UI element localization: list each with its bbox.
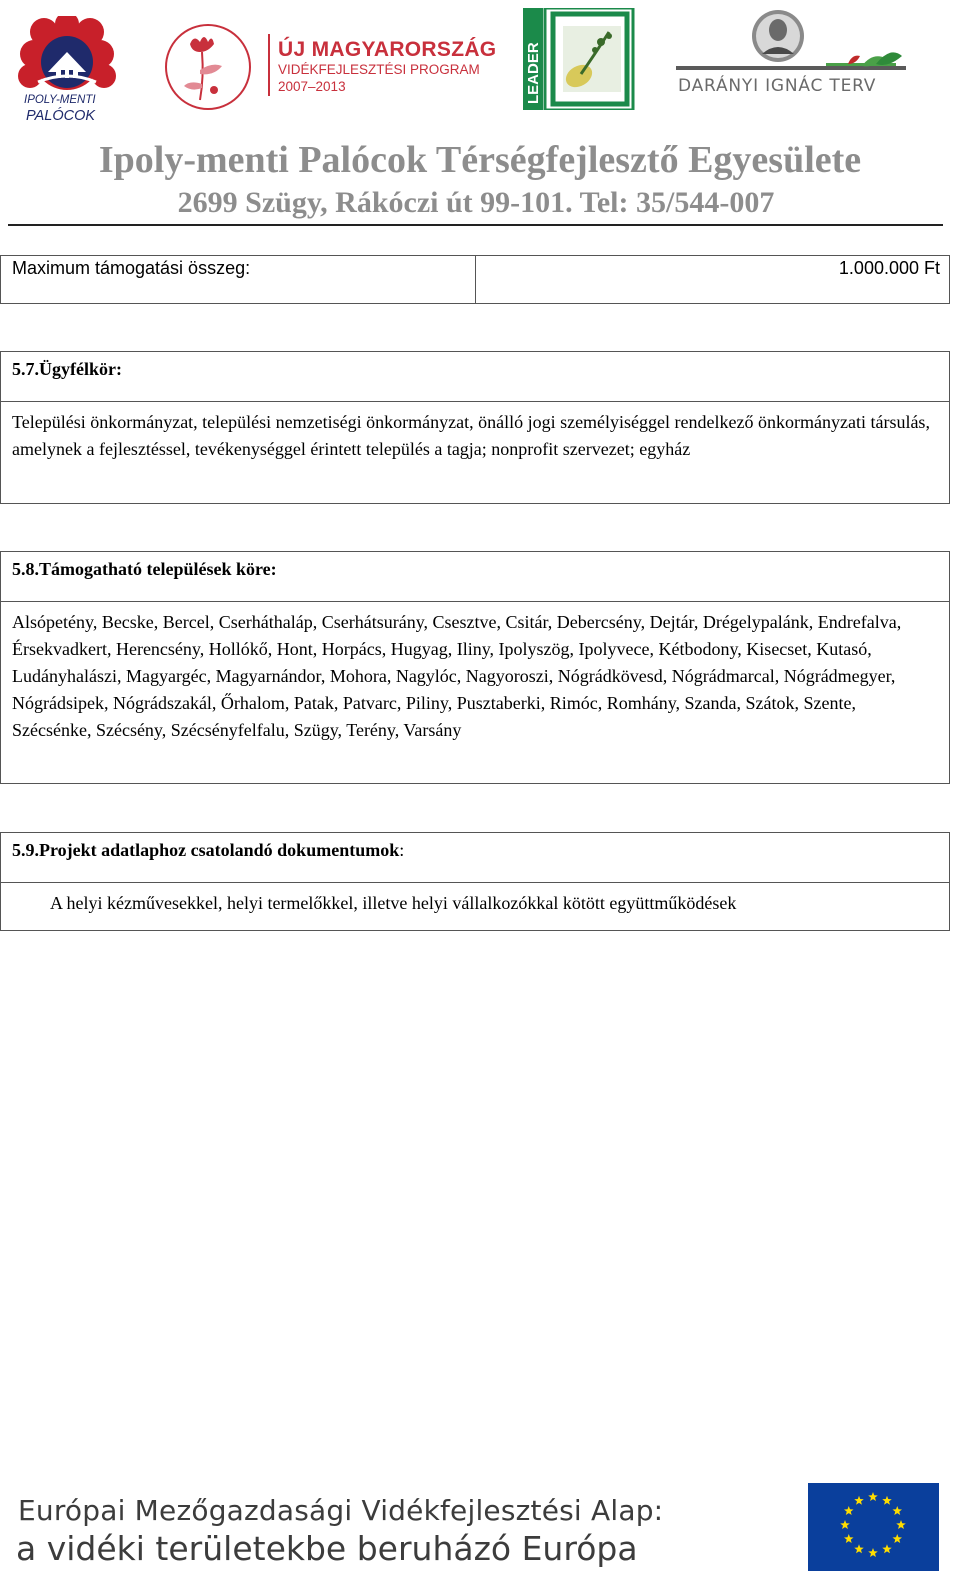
organization-name: Ipoly-menti Palócok Térségfejlesztő Egyesülete [98,139,862,181]
palocok-logo-line2: PALÓCOK [26,108,96,124]
section-5-7-client-circle [0,351,950,504]
footer-eafrd-line1: Európai Mezőgazdasági Vidékfejlesztési Alap: [18,1494,664,1527]
palocok-emblem-icon [12,16,122,96]
max-support-label: Maximum támogatási összeg: [1,256,476,303]
section-5-9-title: 5.9.Projekt adatlaphoz csatolandó dokumentumok [12,840,400,860]
section-5-8-title: 5.8.Támogatható települések köre: [12,559,277,579]
eu-flag-icon [808,1483,939,1571]
max-support-table [0,255,950,304]
header-divider [8,224,943,226]
section-5-7-body: Települési önkormányzat, települési nemzetiségi önkormányzat, önálló jogi személyiséggel rendelkező önkormányzati társulás, amelynek a fejlesztéssel, tevékenységgel érintett település a tagja; nonprofit szervezet; egyház [1,401,949,463]
ujmo-years: 2007–2013 [278,79,346,94]
ujmo-title: ÚJ MAGYARORSZÁG [278,38,497,61]
organization-address: 2699 Szügy, Rákóczi út 99-101. Tel: 35/544-007 [177,186,775,219]
palocok-logo-line1: IPOLY-MENTI [24,94,96,106]
flower-emblem-icon [160,22,260,112]
ipoly-menti-palocok-logo [12,16,122,128]
leader-logo [523,8,635,110]
ujmo-subtitle: VIDÉKFEJLESZTÉSI PROGRAM [278,62,480,77]
section-5-8-eligible-settlements [0,551,950,784]
section-5-9-required-documents [0,832,950,931]
portrait-emblem-icon [676,6,906,76]
section-5-7-title: 5.7.Ügyfélkör: [12,359,122,379]
section-5-8-body: Alsópetény, Becske, Bercel, Cserháthaláp, Cserhátsurány, Csesztve, Csitár, Debercsény, Dejtár, Drégelypalánk, Endrefalva, Érsekvadkert, Herencsény, Hollókő, Hont, Horpács, Hugyag, Iliny, Ipolyszög, Ipolyvece, Kétbodony, Kisecset, Kutasó, Ludányhalászi, Magyargéc, Magyarnándor, Mohora, Nagylóc, Nagyoroszi, Nógrádkövesd, Nógrádmarcal, Nógrádmegyer, Nógrádsipek, Nógrádszakál, Őrhalom, Patak, Patvarc, Piliny, Pusztaberki, Rimóc, Romhány, Szanda, Szátok, Szente, Szécsénke, Szécsény, Szécsényfelfalu, Szügy, Terény, Varsány [1,601,949,744]
footer-eafrd-line2: a vidéki területekbe beruházó Európa [16,1529,638,1568]
section-5-9-body: A helyi kézművesekkel, helyi termelőkkel, illetve helyi vállalkozókkal kötött együttműködések [1,882,949,917]
daranyi-ignac-terv-logo [676,6,906,102]
daranyi-logo-text: DARÁNYI IGNÁC TERV [678,76,877,96]
max-support-value: 1.000.000 Ft [838,258,940,278]
section-5-9-title-colon: : [399,840,405,860]
leader-emblem-icon [523,8,635,110]
section-5-9-title-row [1,833,949,882]
uj-magyarorszag-logo [160,22,497,112]
leader-logo-text: LEADER [525,42,542,104]
